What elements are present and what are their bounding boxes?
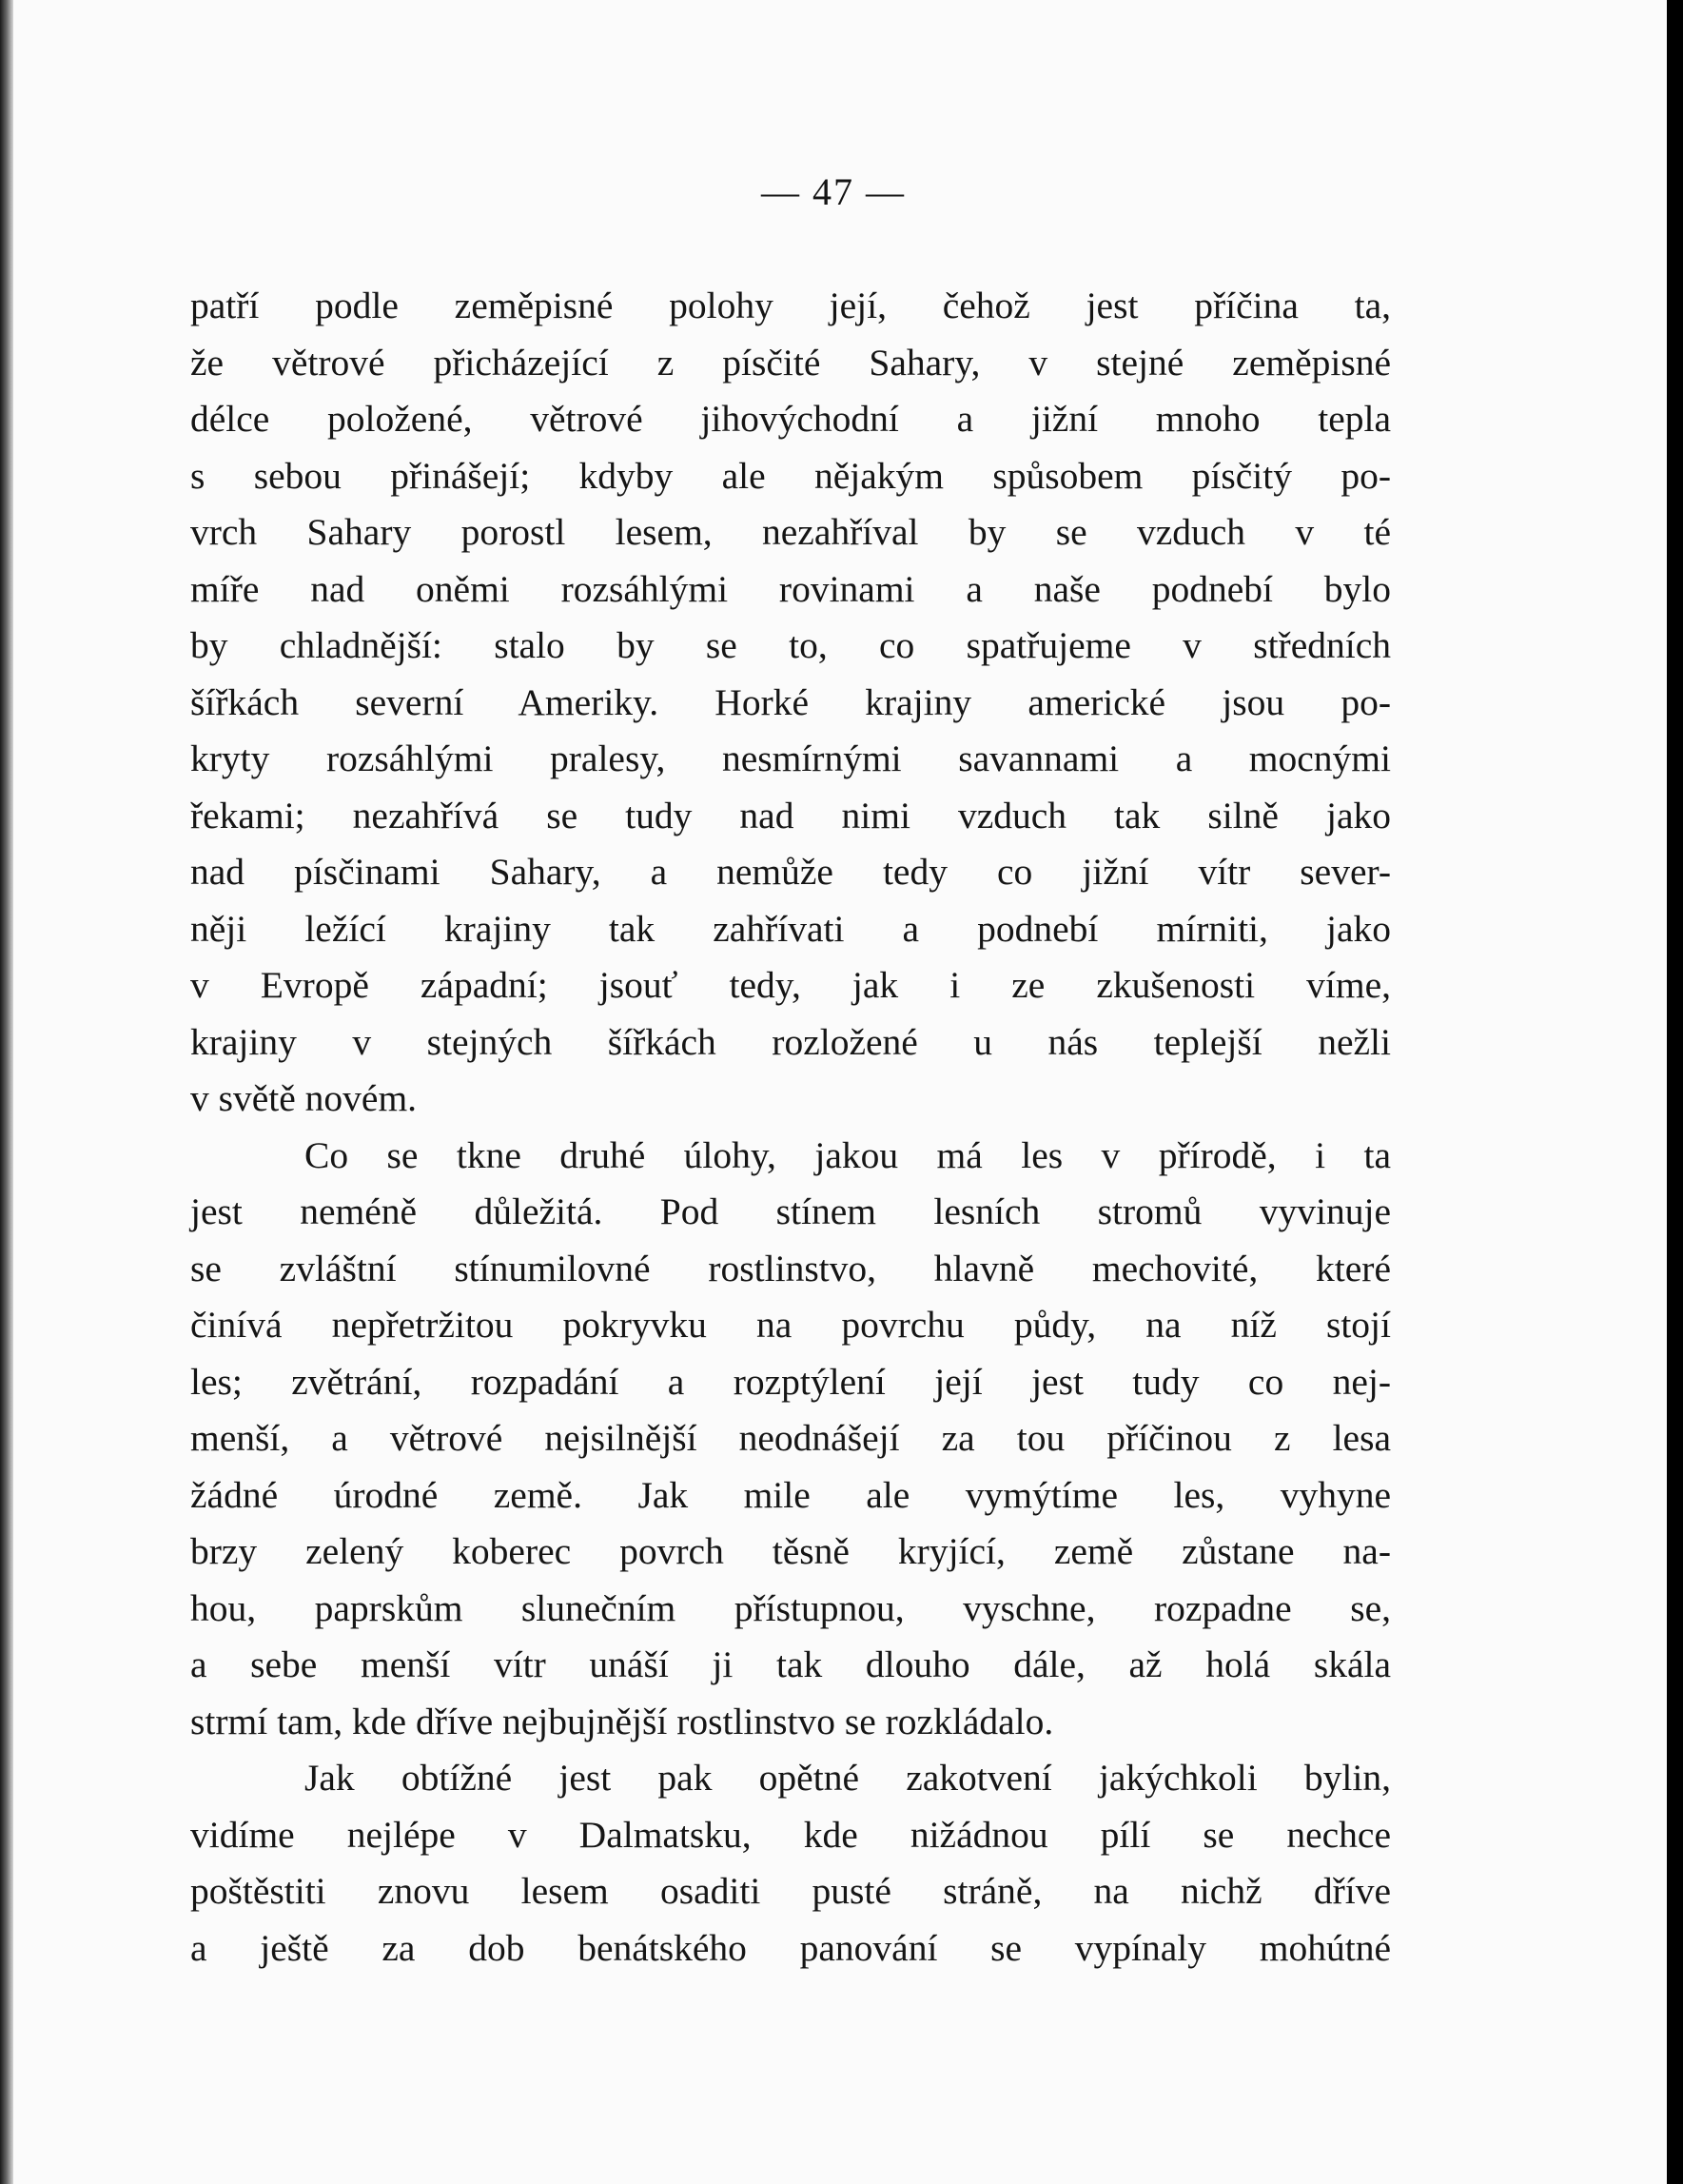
text-line: něji ležící krajiny tak zahřívati a podnebí mírniti, jako (190, 907, 1391, 950)
text-line: že větrové přicházející z písčité Sahary, v stejné zeměpisné (190, 341, 1391, 384)
body-text (190, 278, 1391, 1977)
text-line: v Evropě západní; jsouť tedy, jak i ze zkušenosti víme, (190, 964, 1391, 1006)
paragraphs-container (190, 278, 1391, 1977)
text-line: poštěstiti znovu lesem osaditi pusté stráně, na nichž dříve (190, 1870, 1391, 1912)
text-line: patří podle zeměpisné polohy její, čehož jest příčina ta, (190, 285, 1391, 326)
text-line: a sebe menší vítr unáší ji tak dlouho dále, až holá skála (190, 1643, 1391, 1685)
text-line: krajiny v stejných šířkách rozložené u nás teplejší nežli (190, 1020, 1391, 1063)
text-line: vidíme nejlépe v Dalmatsku, kde nižádnou pílí se nechce (190, 1813, 1391, 1856)
text-line: kryty rozsáhlými pralesy, nesmírnými savannami a mocnými (190, 738, 1391, 779)
text-line: se zvláštní stínumilovné rostlinstvo, hlavně mechovité, které (190, 1247, 1391, 1289)
text-line: v světě novém. (190, 1077, 418, 1119)
text-line: míře nad oněmi rozsáhlými rovinami a naše podnebí bylo (190, 567, 1391, 610)
text-line: nad písčinami Sahary, a nemůže tedy co jižní vítr sever- (190, 851, 1391, 893)
page-edge-border (1667, 0, 1683, 2184)
text-line: řekami; nezahřívá se tudy nad nimi vzduch tak silně jako (190, 794, 1391, 836)
text-line: by chladnější: stalo by se to, co spatřujeme v středních (190, 624, 1391, 666)
text-line: Co se tkne druhé úlohy, jakou má les v přírodě, i ta (304, 1133, 1391, 1176)
text-line: jest neméně důležitá. Pod stínem lesních stromů vyvinuje (190, 1190, 1391, 1232)
text-line: Jak obtížné jest pak opětné zakotvení jakýchkoli bylin, (304, 1757, 1391, 1799)
text-line: délce položené, větrové jihovýchodní a jižní mnoho tepla (190, 398, 1391, 440)
text-line: a ještě za dob benátského panování se vypínaly mohútné (190, 1926, 1391, 1969)
book-spine-shadow (0, 0, 13, 2184)
text-line: hou, paprskům slunečním přístupnou, vyschne, rozpadne se, (190, 1586, 1391, 1629)
text-line: menší, a větrové nejsilnější neodnášejí za tou příčinou z lesa (190, 1417, 1391, 1459)
text-line: les; zvětrání, rozpadání a rozptýlení její jest tudy co nej- (190, 1360, 1391, 1403)
page-number: — 47 — (761, 170, 906, 213)
text-line: šířkách severní Ameriky. Horké krajiny americké jsou po- (190, 680, 1391, 723)
text-line: brzy zelený koberec povrch těsně kryjící, země zůstane na- (190, 1530, 1391, 1572)
text-line: s sebou přinášejí; kdyby ale nějakým spůsobem písčitý po- (190, 454, 1391, 497)
text-line: strmí tam, kde dříve nejbujnější rostlinstvo se rozkládalo. (190, 1700, 1054, 1742)
text-line: žádné úrodné země. Jak mile ale vymýtíme les, vyhyne (190, 1473, 1391, 1516)
text-line: vrch Sahary porostl lesem, nezahříval by se vzduch v té (190, 511, 1391, 553)
text-line: činívá nepřetržitou pokryvku na povrchu půdy, na níž stojí (190, 1304, 1391, 1346)
